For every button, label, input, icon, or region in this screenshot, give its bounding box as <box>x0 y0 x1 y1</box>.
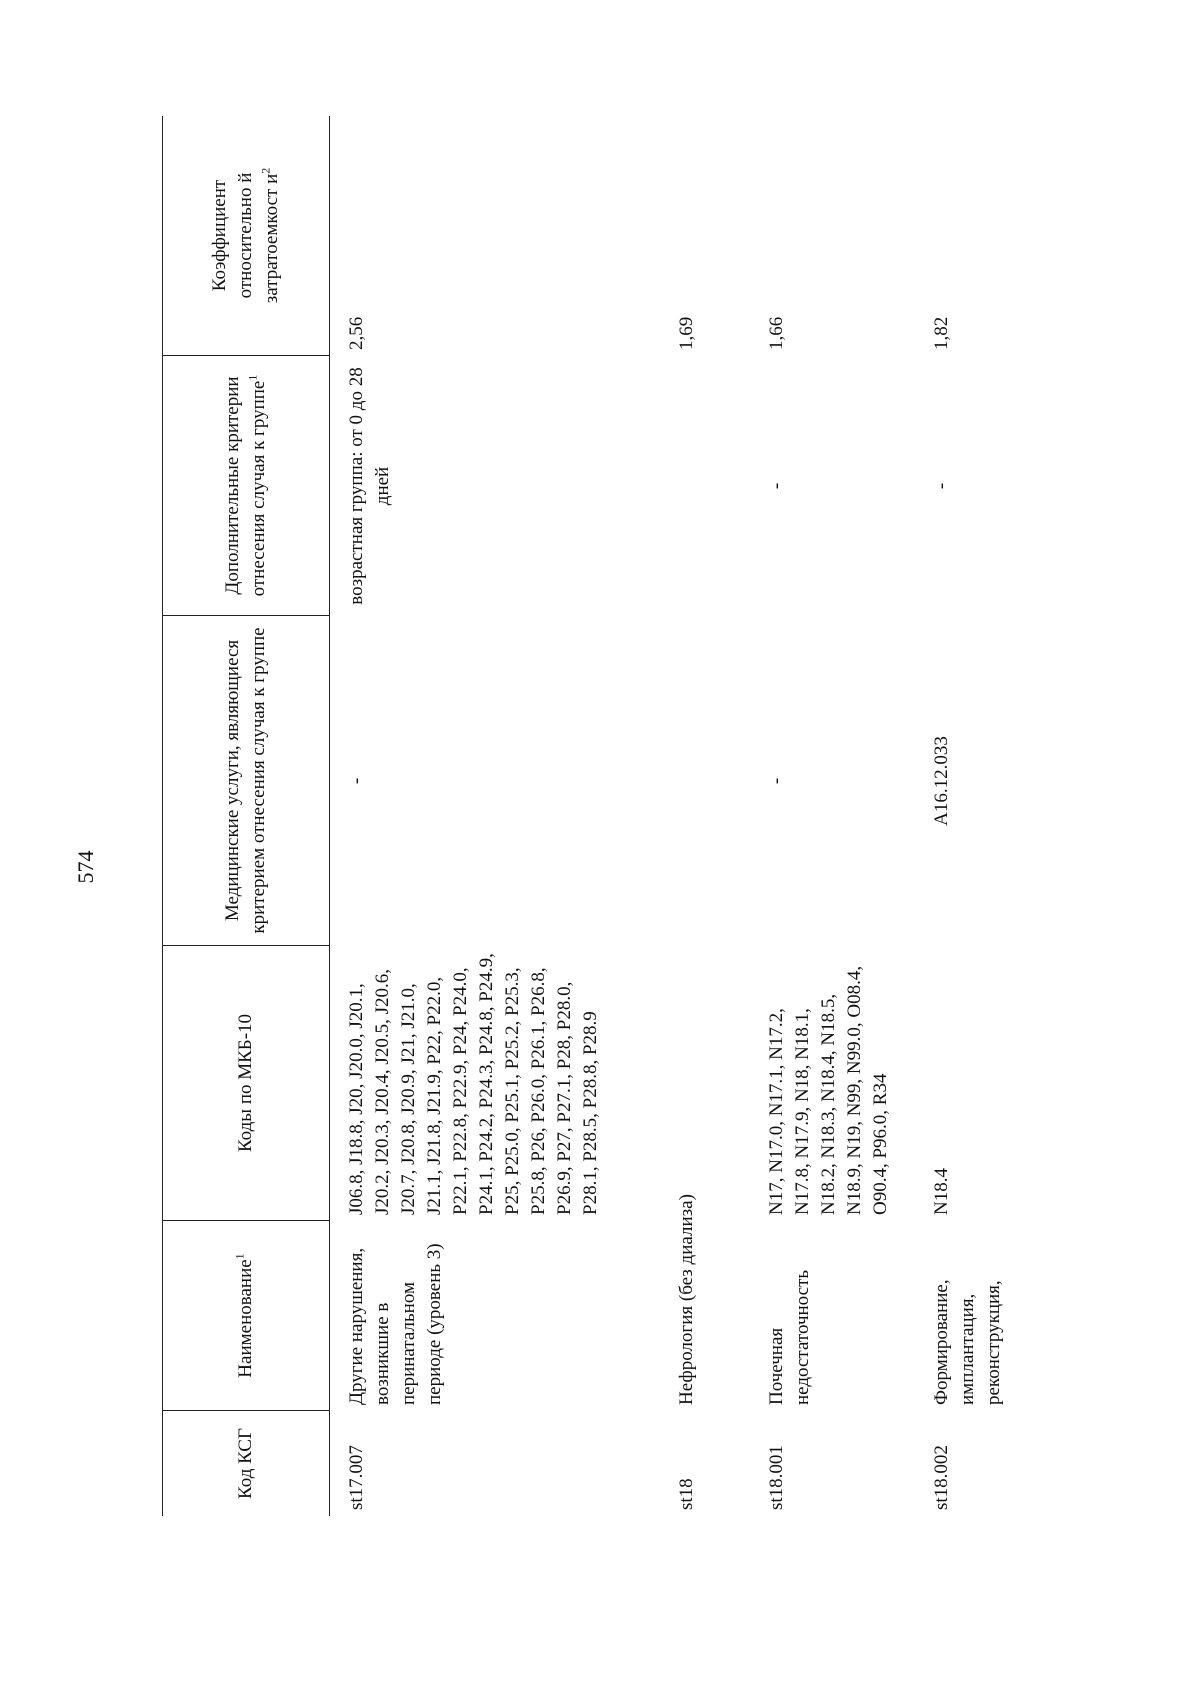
header-criteria-text: Дополнительные критерии отнесения случая к группе <box>222 376 269 597</box>
row-icd-codes: J06.8, J18.8, J20, J20.0, J20.1, J20.2, J20.3, J20.4, J20.5, J20.6, J20.7, J20.8, J20.9, J21, J21.0, J21.1, J21.8, J21.9, P22, P22.0, P22.1, P22.8, P22.9, P24, P24.0, P24.1, P24.2, P24.3, P24.8, P24.9, P25, P25.0, P25.1, P25.2, P25.3, P25.8, P26, P26.0, P26.1, P26.8, P26.9, P27, P27.1, P28, P28.0, P28.1, P28.5, P28.8, P28.9 <box>346 953 601 1215</box>
table-row <box>330 116 660 1516</box>
row-services: A16.12.033 <box>931 736 952 826</box>
header-code-text: Код КСГ <box>235 1428 256 1499</box>
row-services: - <box>346 777 367 785</box>
header-name-footnote: 1 <box>232 1253 247 1260</box>
table-section-row <box>660 116 750 1516</box>
section-title: Нефрология (без диализа) <box>676 1194 697 1405</box>
header-criteria-footnote: 1 <box>245 374 260 381</box>
header-icd-text: Коды по МКБ-10 <box>235 1013 256 1153</box>
row-icd-codes: N17, N17.0, N17.1, N17.2, N17.8, N17.9, N18, N18.1, N18.2, N18.3, N18.4, N18.5, N18.9, N19, N99, N99.0, O08.4, O90.4, P96.0, R34 <box>766 965 891 1215</box>
table-row <box>750 116 915 1516</box>
row-criteria: - <box>766 482 787 490</box>
row-coefficient: 1,69 <box>676 316 697 350</box>
header-criteria <box>163 356 329 616</box>
header-name-text: Наименование <box>235 1259 256 1378</box>
header-icd <box>163 946 329 1221</box>
header-coef-text: Коэффициент относительно й затратоемкост и <box>209 172 282 304</box>
ksg-table <box>162 116 1075 1516</box>
row-coefficient: 2,56 <box>346 316 367 350</box>
header-name <box>163 1221 329 1411</box>
row-code: st17.007 <box>346 1445 367 1510</box>
row-coefficient: 1,82 <box>931 316 952 350</box>
header-code <box>163 1411 329 1516</box>
row-name: Почечная недостаточность <box>766 1269 813 1405</box>
row-criteria: возрастная группа: от 0 до 28 дней <box>346 367 393 605</box>
row-icd-codes: N18.4 <box>931 1168 952 1215</box>
header-coef-footnote: 2 <box>258 167 273 174</box>
page-number: 574 <box>73 850 98 884</box>
row-criteria: - <box>931 482 952 490</box>
header-services-text: Медицинские услуги, являющиеся критерием отнесения случая к группе <box>222 627 269 934</box>
row-code: st18.001 <box>766 1445 787 1510</box>
table-header-row <box>162 116 330 1516</box>
row-name: Другие нарушения, возникшие в перинатальном периоде (уровень 3) <box>346 1243 445 1405</box>
header-coef <box>163 116 329 356</box>
rotated-page-content <box>162 116 1200 1516</box>
row-code: st18.002 <box>931 1445 952 1510</box>
row-code: st18 <box>676 1478 697 1510</box>
row-services: - <box>766 777 787 785</box>
header-services <box>163 616 329 946</box>
row-name: Формирование, имплантация, реконструкция, <box>931 1279 1004 1405</box>
row-coefficient: 1,66 <box>766 316 787 350</box>
table-row <box>915 116 1075 1516</box>
